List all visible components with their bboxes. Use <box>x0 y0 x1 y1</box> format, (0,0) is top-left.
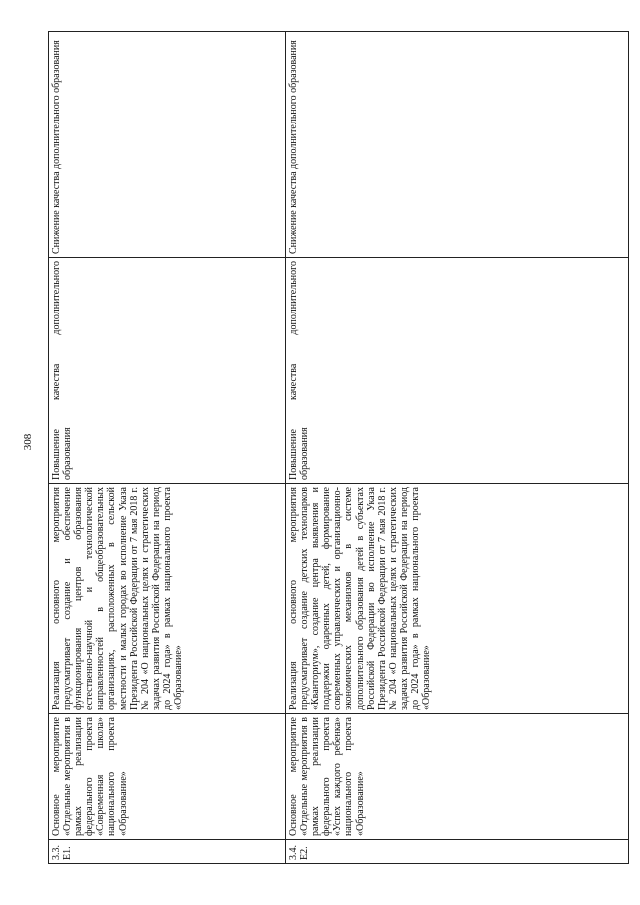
page-number: 308 <box>22 433 34 451</box>
measure-name-cell: Основное мероприятие «Отдельные мероприятия в рамках реализации федерального проекта «Современная школа» национального проекта «Образование» <box>49 714 286 840</box>
measure-description-cell: Реализация основного мероприятия предусматривает создание и обеспечение функционирования центров образования естественно-научной и технологической направленностей в общеобразовательных организациях, расположенных в сельской местности и малых городах во исполнение Указа Президента Российской Федерации от 7 мая 2018 г. № 204 «О национальных целях и стратегических задачах развития Российской Федерации на период до 2024 года» в рамках национального проекта «Образование» <box>49 484 286 714</box>
rotated-page-content <box>48 32 620 864</box>
table-row <box>286 32 629 864</box>
measure-name-cell: Основное мероприятие «Отдельные мероприятия в рамках реализации федерального проекта «Успех каждого ребенка» национального проекта «Образование» <box>286 714 629 840</box>
measures-table <box>48 31 629 864</box>
row-number-cell: 3.3. Е1. <box>49 840 286 864</box>
table-row <box>49 32 286 864</box>
expected-effect-cell: Повышение качества дополнительного образования <box>286 258 629 484</box>
measure-description-cell: Реализация основного мероприятия предусматривает создание детских технопарков «Кванториум», создание центра выявления и поддержки одаренных детей, формирование современных управленческих и организационно-экономических механизмов в системе дополнительного образования детей в субъектах Российской Федерации во исполнение Указа Президента Российской Федерации от 7 мая 2018 г. № 204 «О национальных целях и стратегических задачах развития Российской Федерации на период до 2024 года» в рамках национального проекта «Образование» <box>286 484 629 714</box>
risk-consequence-cell: Снижение качества дополнительного образования <box>49 32 286 258</box>
risk-consequence-cell: Снижение качества дополнительного образования <box>286 32 629 258</box>
expected-effect-cell: Повышение качества дополнительного образования <box>49 258 286 484</box>
row-number-cell: 3.4. Е2. <box>286 840 629 864</box>
